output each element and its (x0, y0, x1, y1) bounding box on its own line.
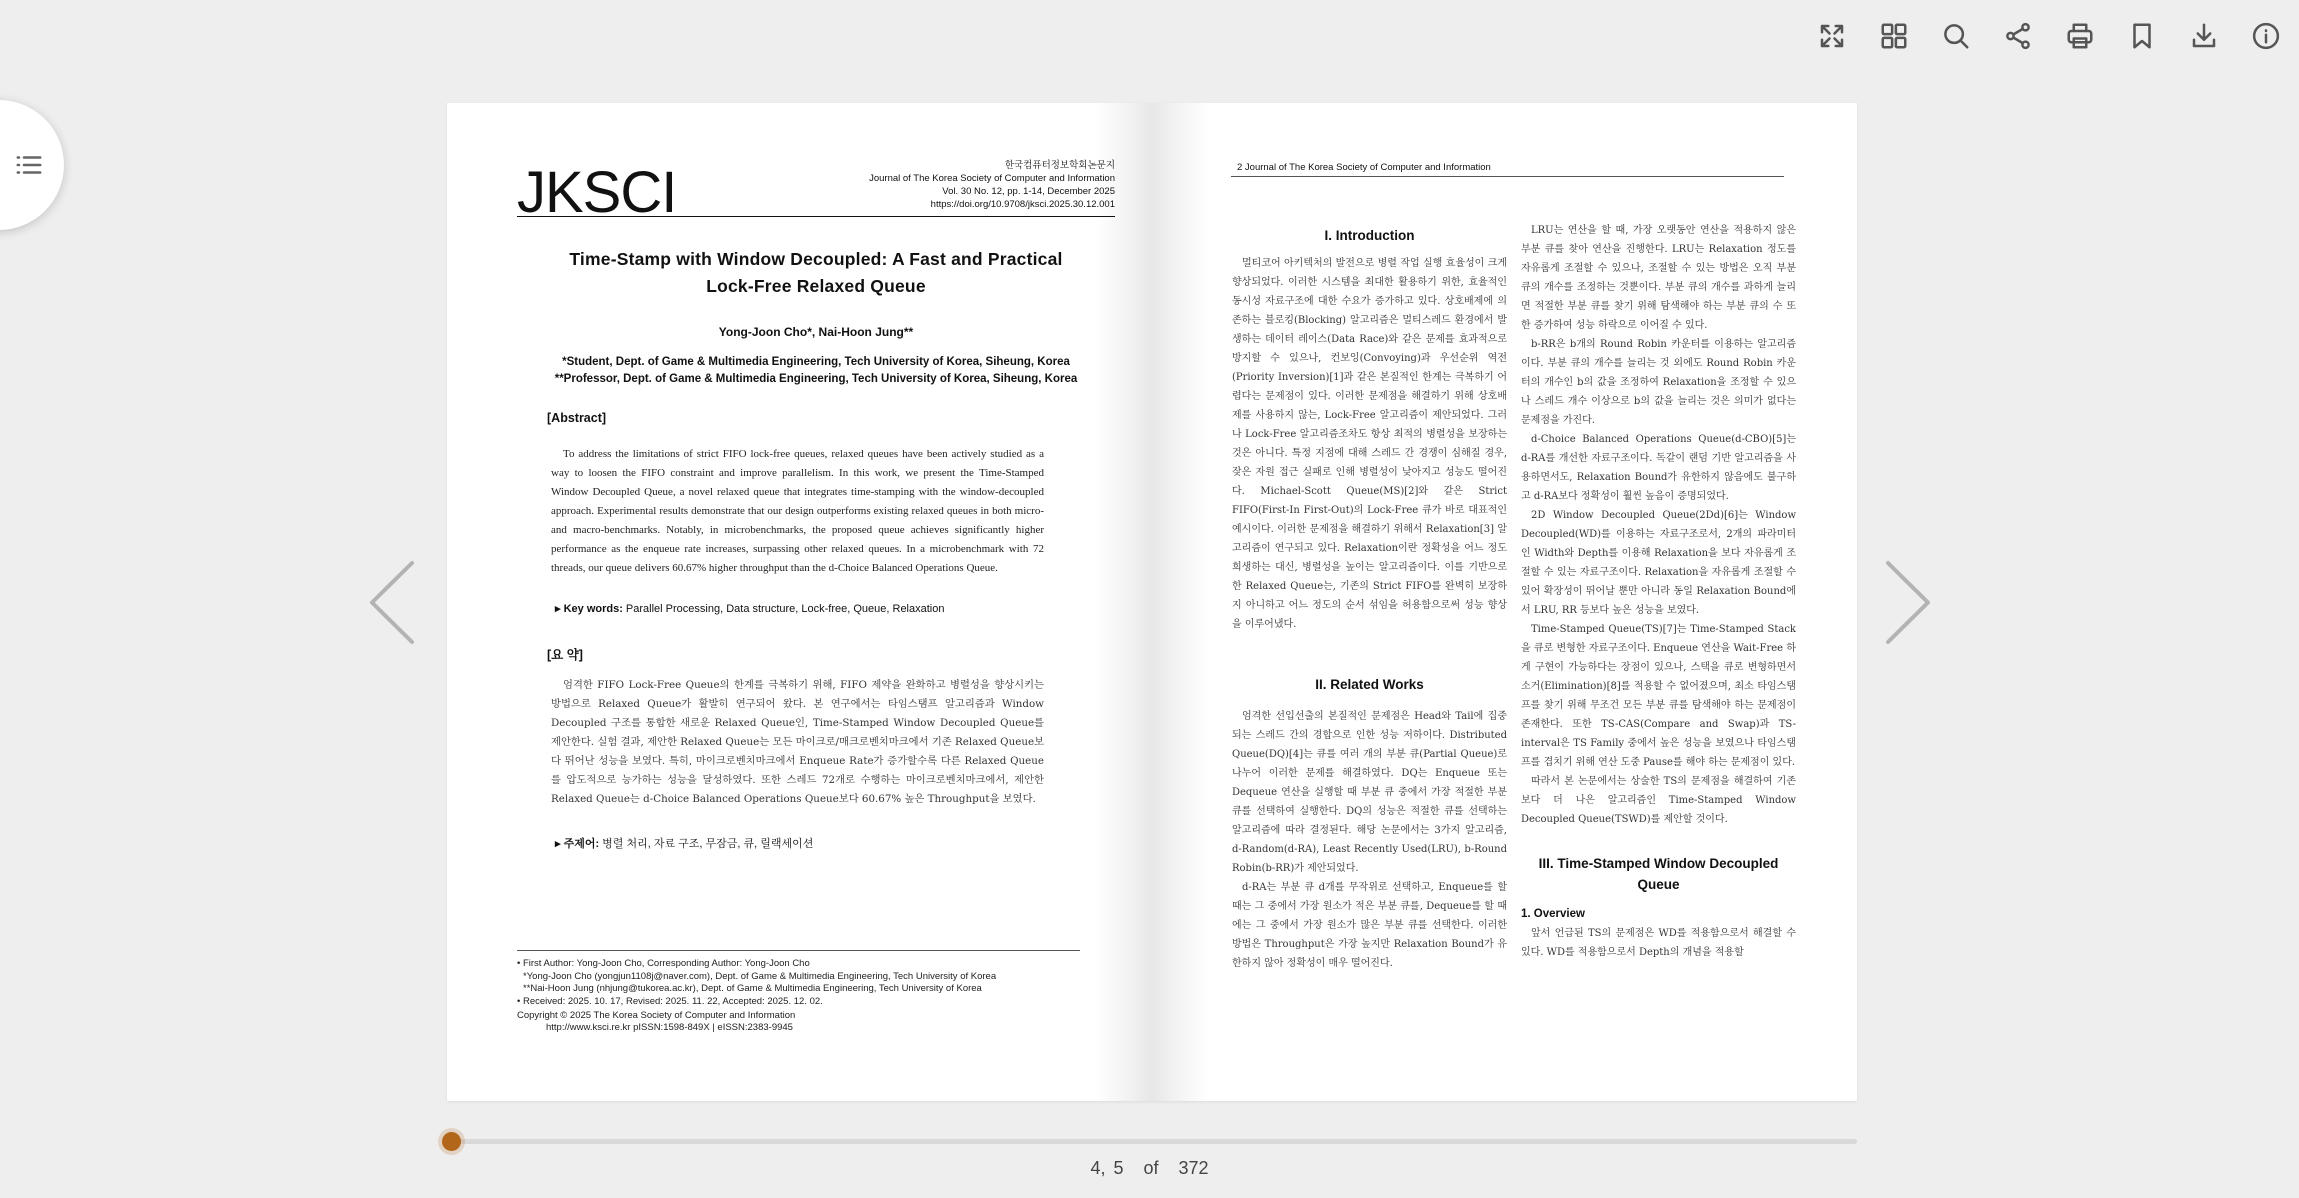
paragraph: LRU는 연산을 할 때, 가장 오랫동안 연산을 적용하지 않은 부분 큐를 찾아 연산을 진행한다. LRU는 Relaxation 정도를 자유롭게 조절할 수 있으나, 조절할 수 있는 방법은 오직 부분 큐의 개수를 조정하는 것뿐이다. 부분 큐의 개수를 과하게 늘리면 적절한 부분 큐를 찾기 위해 탐색해야 하는 부분 큐의 수 또한 증가하여 성능 하락으로 이어질 수 있다. (1521, 225, 1796, 331)
share-button[interactable] (1993, 16, 2043, 56)
copyright (517, 1010, 795, 1034)
chevron-left-icon (362, 555, 422, 650)
bookmark-button[interactable] (2117, 16, 2167, 56)
paragraph: 따라서 본 논문에서는 상술한 TS의 문제점을 해결하여 기존보다 더 나은 알고리즘인 Time-Stamped Window Decoupled Queue(TSWD)를 제안할 것이다. (1521, 776, 1796, 825)
of-label: of (1143, 1158, 1159, 1178)
text-column-left (1232, 221, 1507, 973)
chevron-right-icon (1878, 555, 1938, 650)
paper-title-line: Lock-Free Relaxed Queue (706, 276, 926, 296)
paper-title-line: Time-Stamp with Window Decoupled: A Fast and Practical (569, 249, 1063, 269)
page-5[interactable] (1152, 103, 1857, 1101)
paper-title (517, 246, 1115, 300)
footnote-line: *Yong-Joon Cho (yongjun1108j@naver.com), Dept. of Game & Multimedia Engineering, Tech University of Korea (523, 970, 997, 982)
paragraph: 엄격한 선입선출의 본질적인 문제점은 Head와 Tail에 집중되는 스레드 간의 경합으로 인한 성능 저하이다. Distributed Queue(DQ)[4]는 큐를 여러 개의 부분 큐(Partial Queue)로 나누어 이러한 문제를 해결하였다. DQ는 Enqueue 또는 Dequeue 연산을 실행할 때 부분 큐 중에서 가장 적절한 부분 큐를 선택하여 실행한다. DQ의 성능은 적절한 큐를 선택하는 알고리즘에 따라 결정된다. 해당 논문에서는 3가지 알고리즘, d-Random(d-RA), Least Recently Used(LRU), b-Round Robin(b-RR)가 제안되었다. (1232, 711, 1507, 874)
korean-keywords (555, 835, 813, 851)
footnote-line: • First Author: Yong-Joon Cho, Corresponding Author: Yong-Joon Cho (517, 958, 810, 969)
page-4[interactable] (447, 103, 1152, 1101)
thumbnails-button[interactable] (1869, 16, 1919, 56)
search-button[interactable] (1931, 16, 1981, 56)
footnote-line: • Received: 2025. 10. 17, Revised: 2025. 11. 22, Accepted: 2025. 12. 02. (517, 995, 823, 1007)
text-column-right (1521, 221, 1796, 962)
journal-info-line: https://doi.org/10.9708/jksci.2025.30.12.001 (930, 199, 1115, 210)
page-indicator (0, 1158, 2299, 1179)
total-pages: 372 (1178, 1158, 1209, 1178)
running-header: 2 Journal of The Korea Society of Computer and Information (1231, 162, 1784, 177)
page-slider[interactable] (447, 1139, 1857, 1144)
paragraph: d-Choice Balanced Operations Queue(d-CBO)[5]는 d-RA를 개선한 자료구조이다. 독같이 랜덤 기반 알고리즘을 사용하면서도, Relaxation Bound가 유한하지 않음에도 불구하고 d-RA보다 정확성이 훨씬 높음이 증명되었다. (1521, 434, 1796, 502)
paragraph: Time-Stamped Queue(TS)[7]는 Time-Stamped Stack을 큐로 변형한 자료구조이다. Enqueue 연산을 Wait-Free 하게 구현이 가능하다는 장점이 있으나, 스택을 큐로 변형하면서 소거(Elimination)[8]를 적용할 수 없어졌으며, 최소 타임스탬프를 찾기 위해 무조건 모든 부분 큐를 탐색해야 하는 문제점이 존재한다. 또한 TS-CAS(Compare and Swap)과 TS-interval은 TS Family 중에서 높은 성능을 보였으나 타임스탬프를 겹치기 위해 연산 도중 Pause를 해야 하는 문제점이 있다. (1521, 624, 1796, 768)
copyright-text: Copyright © 2025 The Korea Society of Computer and Information (517, 1010, 796, 1021)
book-spread (447, 103, 1857, 1101)
footnotes (517, 958, 996, 1008)
section-title-introduction: I. Introduction (1324, 228, 1415, 243)
abstract-body: To address the limitations of strict FIFO lock-free queues, relaxed queues have been actively studied as a way to loosen the FIFO constraint and improve parallelism. In this work, we present the Time-Stamped Window Decoupled Queue, a novel relaxed queue that integrates time-stamping with the window-decoupled approach. Experimental results demonstrate that our design outperforms existing relaxed queues in both micro- and macro-benchmarks. Notably, in microbenchmarks, the proposed queue achieves significantly higher performance as the enqueue rate increases, surpassing other relaxed queues. In a microbenchmark with 72 threads, our queue delivers 60.67% higher throughput than the d-Choice Balanced Operations Queue. (551, 448, 1044, 574)
download-button[interactable] (2179, 16, 2229, 56)
download-icon (2189, 21, 2219, 51)
thumbnails-icon (1879, 21, 1909, 51)
journal-info-line: Journal of The Korea Society of Computer and Information (869, 173, 1115, 184)
affiliation-line: *Student, Dept. of Game & Multimedia Engineering, Tech University of Korea, Siheung, Korea (562, 356, 1070, 368)
search-icon (1941, 21, 1971, 51)
fullscreen-button[interactable] (1807, 16, 1857, 56)
journal-logo: JKSCI (517, 160, 677, 225)
section-title-related-works: II. Related Works (1315, 677, 1424, 692)
info-icon (2251, 21, 2281, 51)
paragraph: b-RR은 b개의 Round Robin 카운터를 이용하는 알고리즘이다. 부분 큐의 개수를 늘리는 것 외에도 Round Robin 카운터의 개수인 b의 값을 조정하여 Relaxation을 조정할 수 있으나 스레드 개수 이상으로 b의 값을 늘리는 것은 의미가 없다는 문제점을 가진다. (1521, 339, 1796, 426)
table-of-contents-button[interactable] (0, 100, 64, 230)
info-button[interactable] (2241, 16, 2291, 56)
journal-info-line: Vol. 30 No. 12, pp. 1-14, December 2025 (942, 186, 1115, 197)
next-page-button[interactable] (1878, 555, 1938, 650)
korean-keywords-label: ▸ 주제어: (555, 838, 600, 850)
fullscreen-icon (1817, 21, 1847, 51)
paragraph: 멀티코어 아키텍처의 발전으로 병렬 작업 실행 효율성이 크게 향상되었다. 이러한 시스템을 최대한 활용하기 위한, 효율적인 동시성 자료구조에 대한 수요가 증가하고 있다. 상호배제에 의존하는 블로킹(Blocking) 알고리즘은 멀티스레드 환경에서 발생하는 데이터 레이스(Data Race)와 같은 문제를 효과적으로 방지할 수 있으나, 컨보잉(Convoying)과 우선순위 역전(Priority Inversion)[1]과 같은 본질적인 한계는 극복하기 어렵다는 문제점이 있다. 이러한 문제점을 해결하기 위해 상호배제를 사용하지 않는, Lock-Free 알고리즘이 제안되었다. 그러나 Lock-Free 알고리즘조차도 항상 최적의 병렬성을 보장하는 것은 아니다. 특정 지점에 대해 스레드 간 경쟁이 심해질 경우, 잦은 자원 접근 실패로 인해 병렬성이 낮아지고 성능도 떨어진다. Michael-Scott Queue(MS)[2]와 같은 Strict FIFO(First-In First-Out)의 Lock-Free 큐가 바로 대표적인 예시이다. 이러한 문제점을 해결하기 위해서 Relaxation[3] 알고리즘이 연구되고 있다. Relaxation이란 정확성을 어느 정도 희생하는 대신, 병렬성을 높이는 알고리즘이다. 이를 기반으로 한 Relaxed Queue는, 기존의 Strict FIFO를 완벽히 보장하지 아니하고 어느 정도의 순서 섞임을 허용함으로써 성능 향상을 이루어냈다. (1232, 258, 1507, 630)
current-pages: 4, 5 (1090, 1158, 1124, 1178)
footnote-divider (517, 950, 1080, 951)
authors: Yong-Joon Cho*, Nai-Hoon Jung** (718, 325, 914, 339)
korean-keywords-value: 병렬 처리, 자료 구조, 무잠금, 큐, 릴랙세이션 (599, 838, 814, 850)
previous-page-button[interactable] (362, 555, 422, 650)
journal-info-line: 한국컴퓨터정보학회논문지 (1004, 160, 1115, 171)
subsection-title-overview: 1. Overview (1521, 908, 1585, 920)
keywords-value: Parallel Processing, Data structure, Lock-free, Queue, Relaxation (622, 603, 945, 615)
header-divider (517, 216, 1115, 217)
section-title-tswd: III. Time-Stamped Window Decoupled Queue (1538, 856, 1779, 892)
affiliation-line: **Professor, Dept. of Game & Multimedia Engineering, Tech University of Korea, Siheung, Korea (554, 373, 1078, 385)
keywords (555, 602, 944, 615)
korean-summary-body: 엄격한 FIFO Lock-Free Queue의 한계를 극복하기 위해, FIFO 제약을 완화하고 병렬성을 향상시키는 방법으로 Relaxed Queue가 활발히 연구되어 왔다. 본 연구에서는 타임스탬프 알고리즘과 Window Decoupled 구조를 통합한 새로운 Relaxed Queue인, Time-Stamped Window Decoupled Queue를 제안한다. 실험 결과, 제안한 Relaxed Queue는 모든 마이크로/매크로벤치마크에서 기존 Relaxed Queue보다 뛰어난 성능을 보였다. 특히, 마이크로벤치마크에서 Enqueue Rate가 증가할수록 다른 Relaxed Queue를 압도적으로 능가하는 성능을 달성하였다. 또한 스레드 72개로 수행하는 마이크로벤치마크에서, 제안한 Relaxed Queue는 d-Choice Balanced Operations Queue보다 60.67% 높은 Throughput을 보였다. (551, 679, 1044, 805)
share-icon (2003, 21, 2033, 51)
abstract-heading: [Abstract] (547, 411, 607, 425)
footnote-line: **Nai-Hoon Jung (nhjung@tukorea.ac.kr), Dept. of Game & Multimedia Engineering, Tech University of Korea (523, 983, 982, 994)
paragraph: 2D Window Decoupled Queue(2Dd)[6]는 Window Decoupled(WD)를 이용하는 자료구조로서, 2개의 파라미터인 Width와 Depth를 이용해 Relaxation을 보다 자유롭게 조절할 수 있는 자료구조이다. Relaxation을 자유롭게 조절할 수 있어 확장성이 뛰어날 뿐만 아니라 동일 Relaxation Bound에서 LRU, RR 등보다 높은 성능을 보였다. (1521, 510, 1796, 616)
keywords-label: ▸ Key words: (555, 603, 623, 615)
paragraph: d-RA는 부분 큐 d개를 무작위로 선택하고, Enqueue를 할 때는 그 중에서 가장 원소가 적은 부분 큐를, Dequeue를 할 때에는 그 중에서 가장 원소가 많은 부분 큐를 선택한다. 이러한 방법은 Throughput은 가장 높지만 Relaxation Bound가 유한하지 않아 정확성이 매우 떨어진다. (1232, 882, 1507, 969)
copyright-url: http://www.ksci.re.kr pISSN:1598-849X | eISSN:2383-9945 (546, 1022, 793, 1033)
top-toolbar (1807, 16, 2291, 56)
print-icon (2065, 21, 2095, 51)
korean-summary-heading: [요 약] (547, 648, 583, 662)
affiliations (517, 354, 1115, 388)
page-slider-handle[interactable] (442, 1132, 461, 1151)
paragraph: 앞서 언급된 TS의 문제점은 WD를 적용함으로서 해결할 수 있다. WD를 적용함으로서 Depth의 개념을 적용할 (1521, 928, 1796, 958)
journal-info (869, 159, 1115, 211)
list-icon (14, 150, 44, 180)
print-button[interactable] (2055, 16, 2105, 56)
bookmark-icon (2127, 21, 2157, 51)
